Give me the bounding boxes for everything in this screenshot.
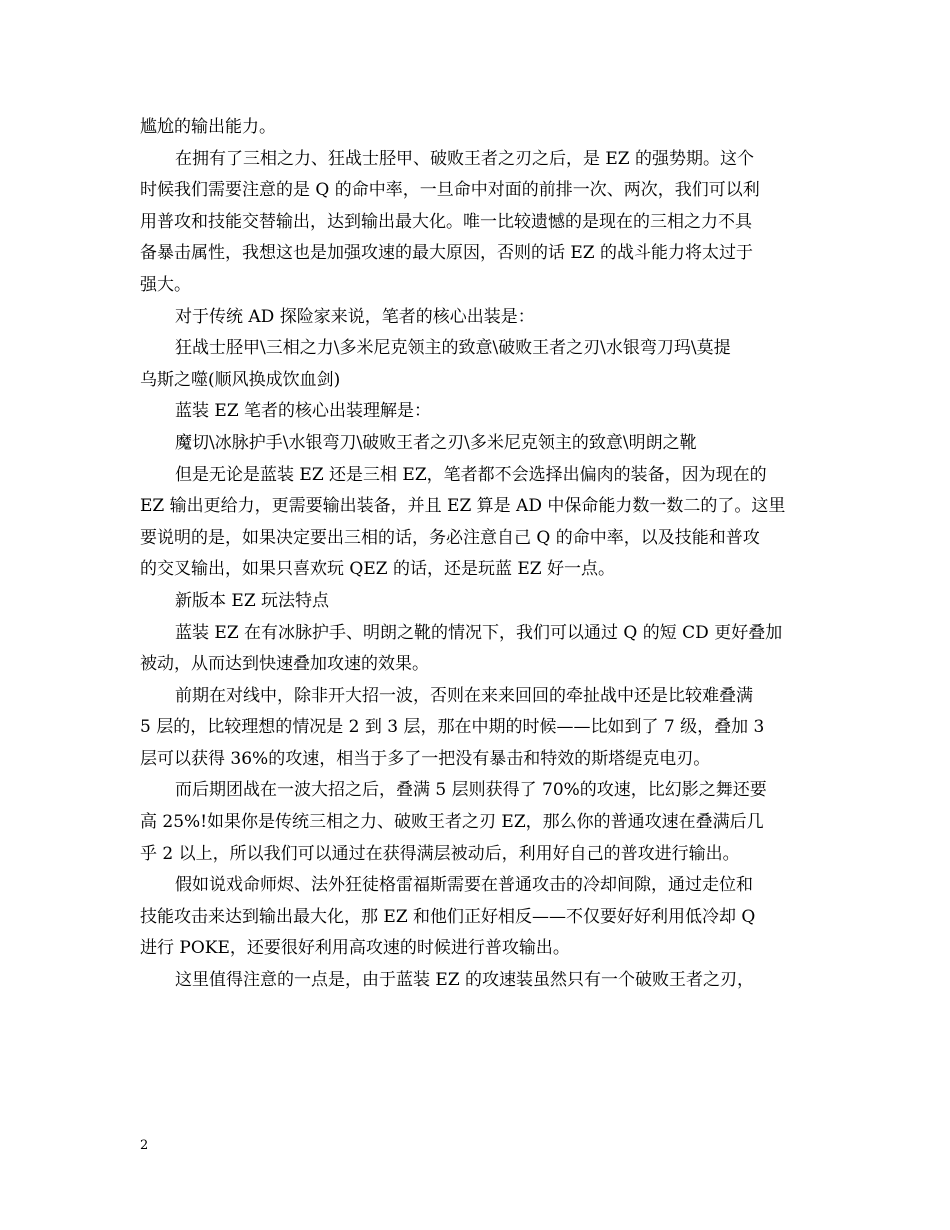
text-line: 层可以获得 36%的攻速，相当于多了一把没有暴击和特效的斯塔缇克电刃。 — [140, 748, 711, 769]
text-line: 前期在对线中，除非开大招一波，否则在来来回回的牵扯战中还是比较难叠满 — [175, 685, 753, 706]
text-line: 用普攻和技能交替输出，达到输出最大化。唯一比较遗憾的是现在的三相之力不具 — [140, 211, 752, 232]
text-line: 对于传统 AD 探险家来说，笔者的核心出装是： — [175, 306, 535, 327]
text-line: 备暴击属性，我想这也是加强攻速的最大原因，否则的话 EZ 的战斗能力将太过于 — [140, 243, 754, 264]
text-line: 但是无论是蓝装 EZ 还是三相 EZ，笔者都不会选择出偏肉的装备，因为现在的 — [175, 464, 767, 485]
text-line: 假如说戏命师烬、法外狂徒格雷福斯需要在普通攻击的冷却间隙，通过走位和 — [175, 875, 753, 896]
text-line: 时候我们需要注意的是 Q 的命中率，一旦命中对面的前排一次、两次，我们可以利 — [140, 180, 760, 201]
text-line: 在拥有了三相之力、狂战士胫甲、破败王者之刃之后，是 EZ 的强势期。这个 — [175, 148, 755, 169]
text-line: EZ 输出更给力，更需要输出装备，并且 EZ 算是 AD 中保命能力数一数二的了。这里 — [140, 496, 786, 517]
text-line: 进行 POKE，还要很好利用高攻速的时候进行普攻输出。 — [140, 938, 570, 959]
text-line: 乎 2 以上，所以我们可以通过在获得满层被动后，利用好自己的普攻进行输出。 — [140, 843, 740, 864]
text-line: 蓝装 EZ 笔者的核心出装理解是： — [175, 401, 432, 422]
page-number: 2 — [140, 1138, 149, 1153]
text-line: 强大。 — [140, 274, 191, 295]
text-line: 被动，从而达到快速叠加攻速的效果。 — [140, 654, 429, 675]
text-line: 5 层的，比较理想的情况是 2 到 3 层，那在中期的时候——比如到了 7 级，叠加 3 — [140, 717, 765, 738]
text-line: 狂战士胫甲\三相之力\多米尼克领主的致意\破败王者之刃\水银弯刀玛\莫提 — [175, 338, 731, 359]
document-body — [140, 112, 813, 997]
text-line: 这里值得注意的一点是，由于蓝装 EZ 的攻速装虽然只有一个破败王者之刃， — [175, 970, 755, 991]
section-heading: 新版本 EZ 玩法特点 — [175, 590, 330, 611]
text-line: 的交叉输出，如果只喜欢玩 QEZ 的话，还是玩蓝 EZ 好一点。 — [140, 559, 615, 580]
text-line: 蓝装 EZ 在有冰脉护手、明朗之靴的情况下，我们可以通过 Q 的短 CD 更好叠加 — [175, 622, 783, 643]
text-line: 乌斯之噬(顺风换成饮血剑) — [140, 369, 341, 390]
text-line: 而后期团战在一波大招之后，叠满 5 层则获得了 70%的攻速，比幻影之舞还要 — [175, 780, 767, 801]
text-line: 要说明的是，如果决定要出三相的话，务必注意自己 Q 的命中率，以及技能和普攻 — [140, 527, 760, 548]
text-line: 高 25%!如果你是传统三相之力、破败王者之刃 EZ，那么你的普通攻速在叠满后几 — [140, 812, 764, 833]
text-line: 魔切\冰脉护手\水银弯刀\破败王者之刃\多米尼克领主的致意\明朗之靴 — [175, 432, 697, 453]
text-line: 技能攻击来达到输出最大化，那 EZ 和他们正好相反——不仅要好好利用低冷却 Q — [140, 906, 756, 927]
text-line: 尴尬的输出能力。 — [140, 117, 276, 137]
